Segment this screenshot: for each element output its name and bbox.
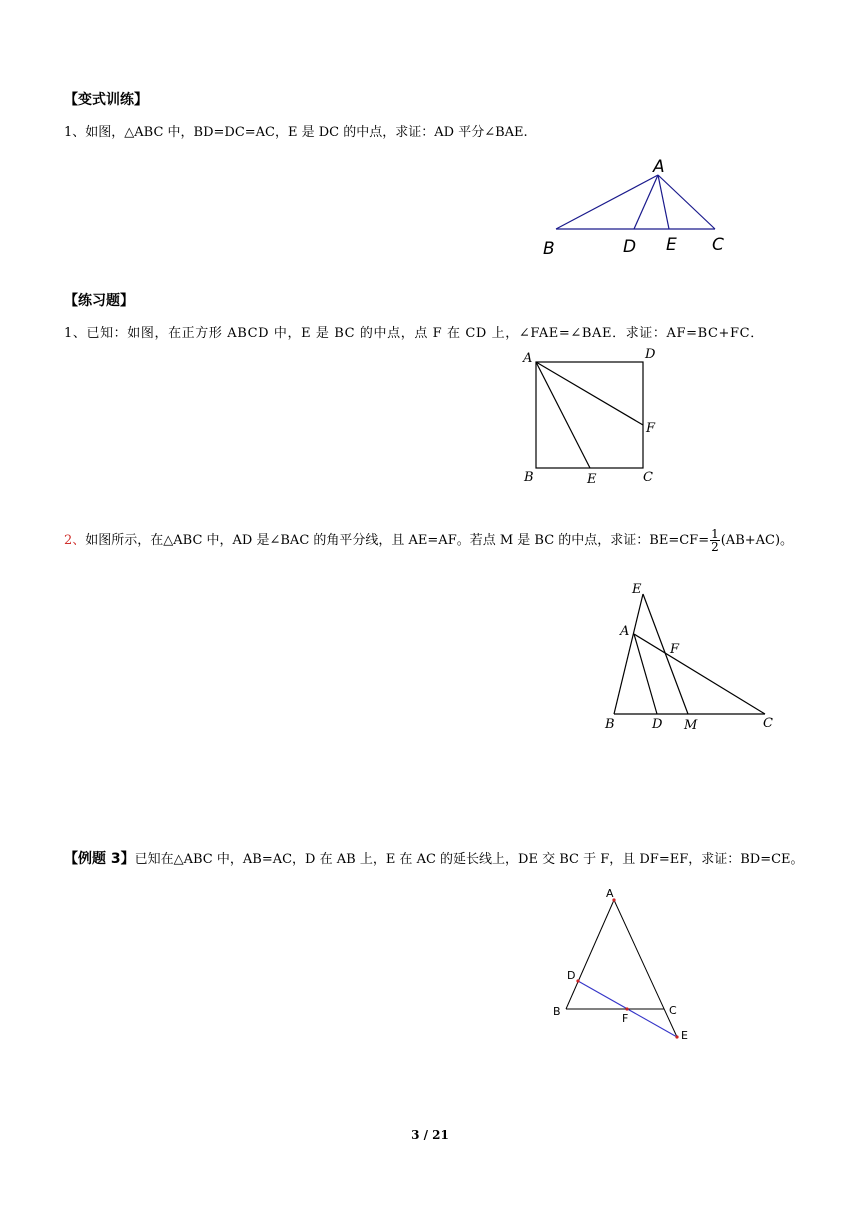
example-3-heading: 【例题 3】 (64, 851, 135, 867)
variant-heading: 【变式训练】 (64, 92, 148, 108)
fig2-label-f: F (646, 421, 656, 436)
fig4-label-d: D (567, 969, 576, 982)
page-number: 3 / 21 (411, 1128, 449, 1142)
fig4-label-c: C (669, 1004, 677, 1017)
fig2-label-c: C (643, 470, 653, 485)
fraction-numerator: 1 (711, 527, 719, 541)
fig3-label-a: A (620, 624, 630, 639)
fig2-label-e: E (587, 472, 597, 487)
fig2-label-b: B (524, 470, 534, 485)
fig4-label-b: B (553, 1005, 561, 1018)
problem-2-text: 如图所示，在△ABC 中，AD 是∠BAC 的角平分线，且 AE=AF。若点 M 是 BC 的中点，求证：BE=CF= (85, 533, 710, 548)
fig1-label-a: A (653, 157, 665, 177)
fig3-label-b: B (605, 717, 615, 732)
fig3-label-f: F (670, 642, 680, 657)
problem-2-number: 2、 (64, 533, 86, 548)
problem-2-tail: (AB+AC)。 (720, 533, 794, 548)
fig3-label-d: D (652, 717, 663, 732)
fig1-label-d: D (623, 237, 637, 257)
fraction-denominator: 2 (711, 540, 719, 554)
fig1-label-c: C (712, 235, 724, 255)
fig4-label-e: E (681, 1029, 688, 1042)
variant-problem-1: 1、如图，△ABC 中，BD=DC=AC，E 是 DC 的中点，求证：AD 平分∠BAE. (64, 125, 528, 140)
fig3-label-m: M (684, 718, 698, 733)
example-3-text: 已知在△ABC 中，AB=AC，D 在 AB 上，E 在 AC 的延长线上，DE 交 BC 于 F，且 DF=EF，求证：BD=CE。 (134, 852, 804, 867)
fig3-label-c: C (763, 716, 773, 731)
fig4-label-f: F (622, 1012, 629, 1025)
practice-problem-1: 1、已知：如图，在正方形 ABCD 中，E 是 BC 的中点，点 F 在 CD 上，∠FAE=∠BAE．求证：AF=BC+FC． (64, 326, 764, 341)
fig1-label-b: B (543, 239, 555, 259)
fig2-label-d: D (645, 347, 656, 362)
fig3-label-e: E (632, 582, 642, 597)
fig1-label-e: E (666, 235, 677, 255)
fig4-label-a: A (606, 887, 614, 900)
fig2-label-a: A (523, 351, 533, 366)
practice-heading: 【练习题】 (64, 293, 134, 309)
